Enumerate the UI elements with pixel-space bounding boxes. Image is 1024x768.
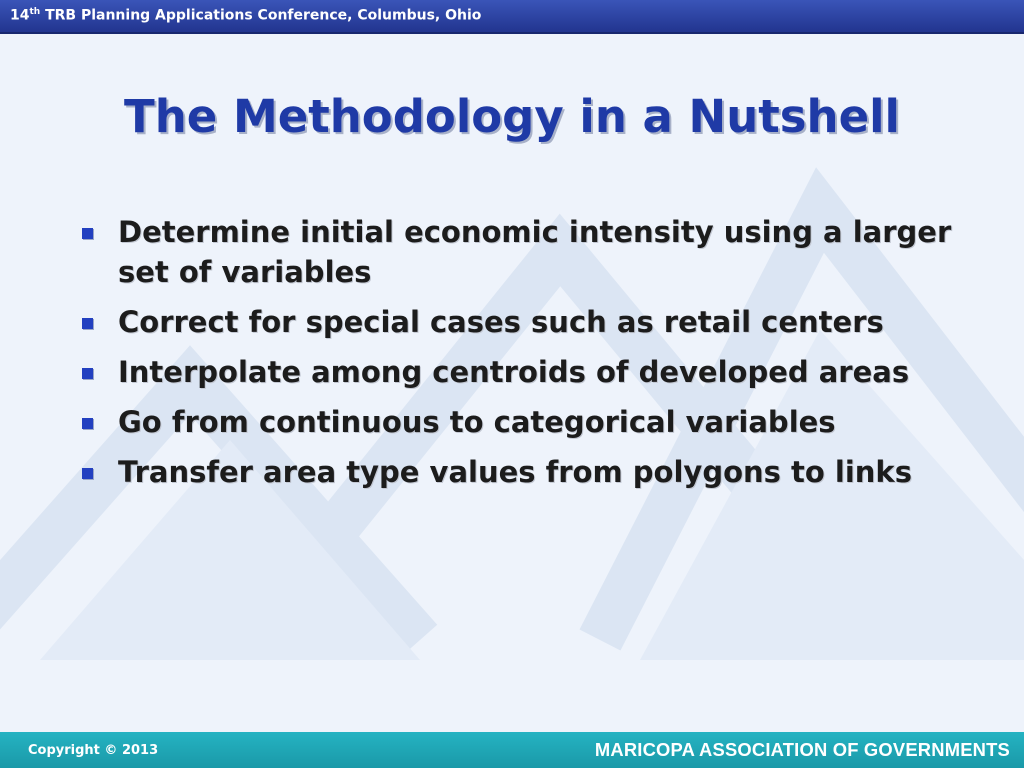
conference-title xyxy=(10,7,481,24)
bullet-text: Transfer area type values from polygons to links xyxy=(118,455,912,489)
bullet-text: Interpolate among centroids of developed areas xyxy=(118,355,910,389)
square-bullet-icon xyxy=(82,468,93,479)
bullet-text: Go from continuous to categorical variables xyxy=(118,405,836,439)
footer-bar xyxy=(0,732,1024,768)
bullet-list xyxy=(80,212,980,502)
conference-name: TRB Planning Applications Conference, Columbus, Ohio xyxy=(40,7,482,24)
bullet-item xyxy=(80,352,980,392)
header-bar xyxy=(0,0,1024,34)
bullet-item xyxy=(80,452,980,492)
copyright-text: Copyright © 2013 xyxy=(28,743,159,758)
square-bullet-icon xyxy=(82,228,93,239)
bullet-item xyxy=(80,302,980,342)
conference-number-suffix: th xyxy=(29,7,41,17)
bullet-text: Determine initial economic intensity using a larger set of variables xyxy=(118,215,952,289)
square-bullet-icon xyxy=(82,418,93,429)
bullet-text: Correct for special cases such as retail centers xyxy=(118,305,884,339)
organization-logo-text: MARICOPA ASSOCIATION OF GOVERNMENTS xyxy=(594,740,1010,760)
conference-number: 14 xyxy=(10,7,30,24)
square-bullet-icon xyxy=(82,318,93,329)
slide-title: The Methodology in a Nutshell xyxy=(124,90,900,143)
bullet-item xyxy=(80,212,980,292)
bullet-item xyxy=(80,402,980,442)
square-bullet-icon xyxy=(82,368,93,379)
